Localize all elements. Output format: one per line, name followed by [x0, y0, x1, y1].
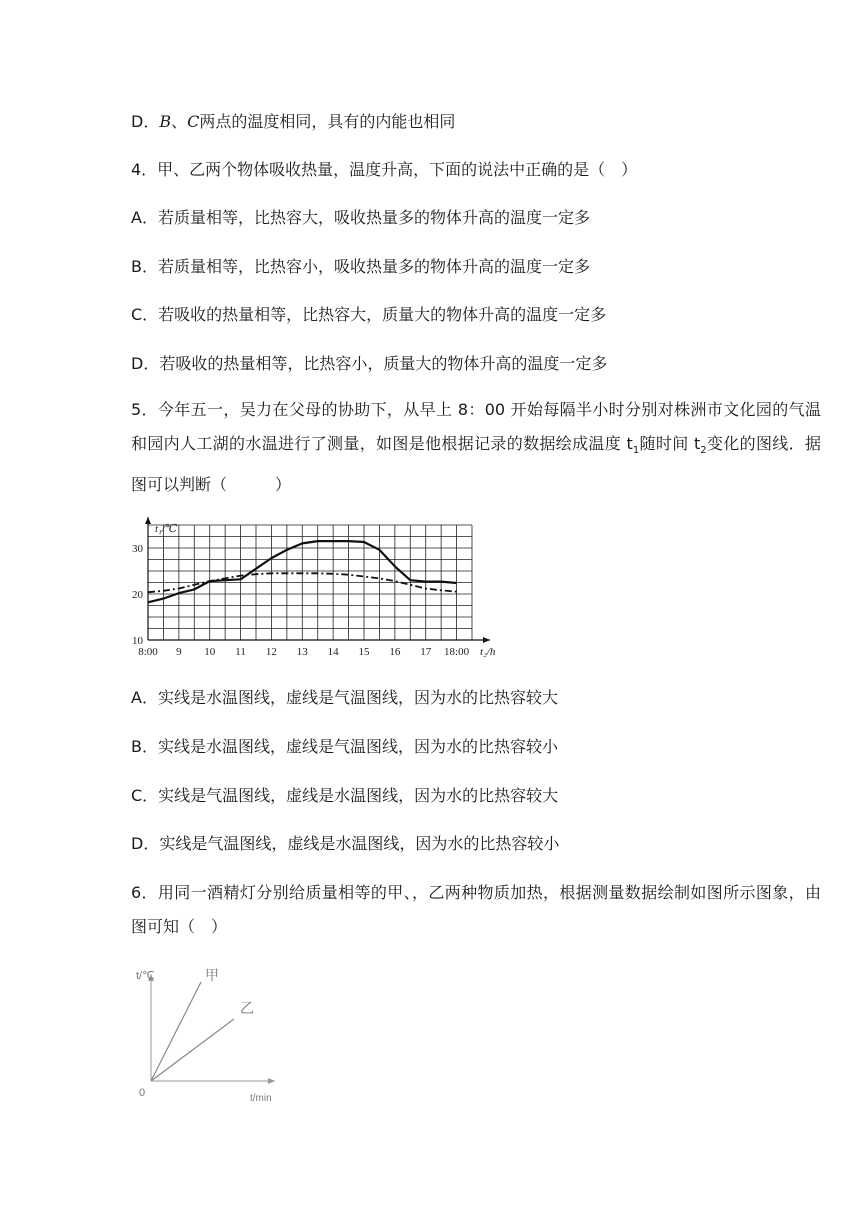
q5-option-a: A．实线是水温图线，虚线是气温图线，因为水的比热容较大 — [131, 688, 558, 707]
q4-option-b: B．若质量相等，比热容小，吸收热量多的物体升高的温度一定多 — [131, 257, 590, 276]
y-axis-label: t/℃ — [136, 970, 155, 982]
x-tick-label: 10 — [204, 646, 216, 658]
q5-stem — [131, 393, 821, 502]
series-line-yi — [151, 1019, 234, 1081]
x-tick-label: 13 — [296, 646, 308, 658]
x-tick-label: 18:00 — [444, 646, 470, 658]
q4-stem: 4．甲、乙两个物体吸收热量，温度升高，下面的说法中正确的是（ ） — [131, 160, 638, 179]
heating-chart — [128, 962, 288, 1107]
q5-stem-part3: 变化的图线．据图可以判断（ ） — [131, 434, 821, 495]
q5-option-b: B．实线是水温图线，虚线是气温图线，因为水的比热容较小 — [131, 737, 558, 756]
q3-option-d-separator: 、 — [171, 112, 188, 131]
q5-stem-part1: 5．今年五一，吴力在父母的协助下，从早上 8：00 开始每隔半小时分别对株洲市文化园的气温和园内人工湖的水温进行了测量，如图是他根据记录的数据绘成温度 t — [131, 400, 821, 453]
q4-option-c: C．若吸收的热量相等，比热容大，质量大的物体升高的温度一定多 — [131, 305, 607, 324]
q4-option-d: D．若吸收的热量相等，比热容小，质量大的物体升高的温度一定多 — [131, 354, 608, 373]
x-tick-label: 16 — [389, 646, 401, 658]
x-tick-label: 9 — [176, 646, 182, 658]
series-line-jia — [151, 982, 201, 1081]
q5-stem-sub2: 2 — [700, 445, 707, 457]
series-label-jia: 甲 — [205, 967, 219, 983]
q3-option-d-prefix: D． — [131, 112, 160, 131]
q4-option-a: A．若质量相等，比热容大，吸收热量多的物体升高的温度一定多 — [131, 208, 590, 227]
x-axis-arrow — [483, 637, 490, 643]
x-tick-label: 11 — [235, 646, 246, 658]
q3-option-d-point-c: C — [187, 112, 200, 131]
y-tick-label: 30 — [132, 543, 143, 555]
q5-option-d: D．实线是气温图线，虚线是水温图线，因为水的比热容较小 — [131, 834, 560, 853]
x-axis-arrow — [268, 1078, 275, 1084]
temperature-chart — [120, 515, 515, 665]
q3-option-d — [131, 112, 455, 132]
q5-stem-part2: 随时间 t — [639, 434, 701, 453]
origin-label: 0 — [139, 1087, 146, 1099]
x-axis-label: t/min — [250, 1093, 272, 1104]
y-axis-label: t₁/℃ — [155, 523, 178, 535]
x-tick-label: 12 — [265, 646, 277, 658]
q3-option-d-text: 两点的温度相同，具有的内能也相同 — [199, 112, 456, 131]
x-tick-label: 17 — [420, 646, 432, 658]
x-tick-label: 14 — [327, 646, 339, 658]
x-axis-label: t₂/h — [480, 646, 496, 658]
q5-option-c: C．实线是气温图线，虚线是水温图线，因为水的比热容较大 — [131, 786, 559, 805]
y-axis-arrow — [145, 517, 151, 524]
q5-stem-sub1: 1 — [632, 445, 640, 457]
y-tick-label: 20 — [132, 589, 143, 601]
x-tick-label: 15 — [358, 646, 370, 658]
y-tick-label: 10 — [132, 635, 143, 647]
x-tick-label: 8:00 — [138, 646, 158, 658]
series-label-yi: 乙 — [240, 1000, 254, 1016]
q3-option-d-point-b: B — [159, 112, 172, 131]
q6-stem: 6．用同一酒精灯分别给质量相等的甲、，乙两种物质加热，根据测量数据绘制如图所示图象，由图可知（ ） — [131, 883, 821, 936]
